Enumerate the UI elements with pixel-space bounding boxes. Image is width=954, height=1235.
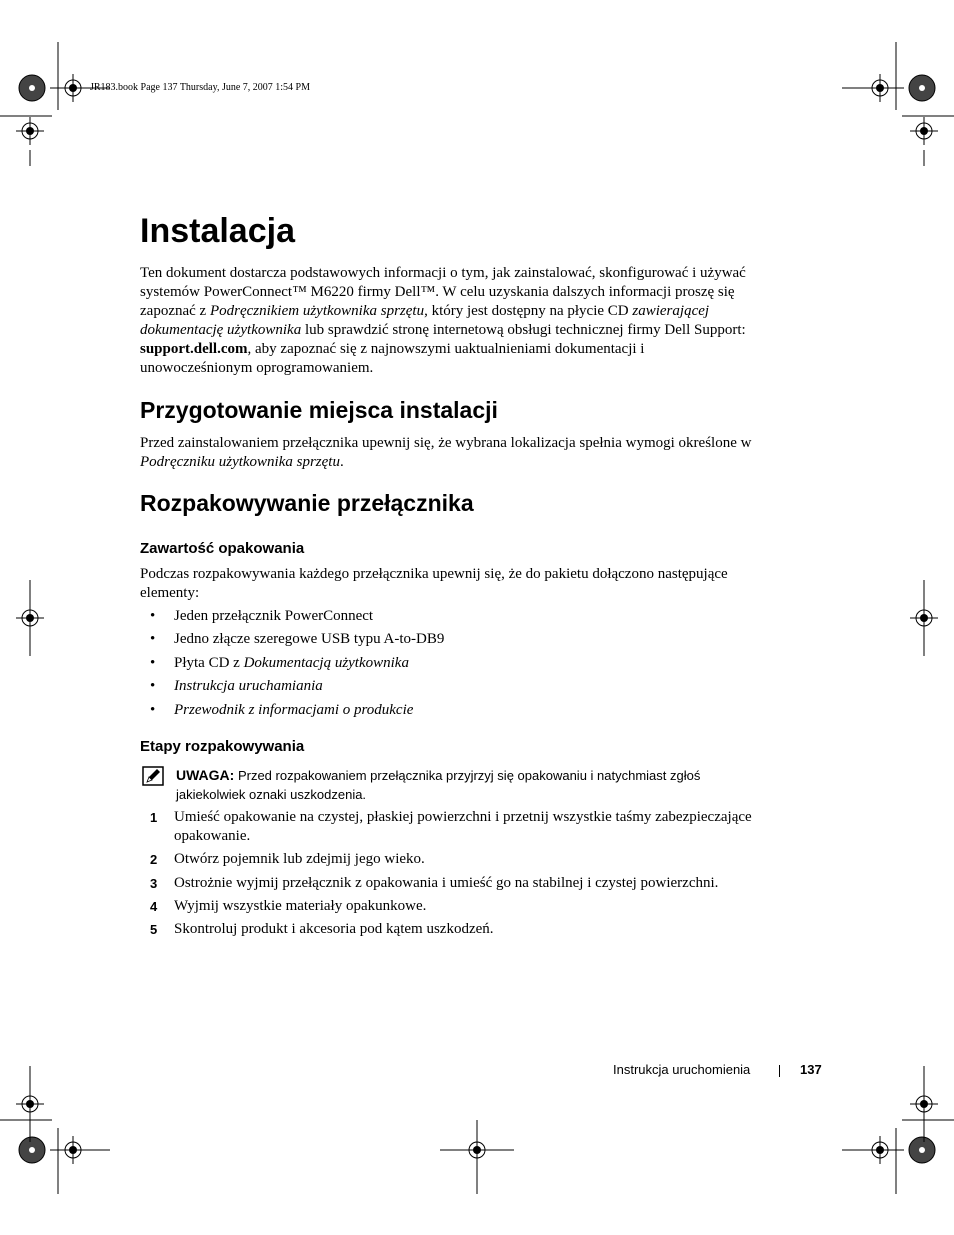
list-item: • Płyta CD z Dokumentacją użytkownika bbox=[150, 655, 409, 671]
subheading-unpacking-steps: Etapy rozpakowywania bbox=[140, 738, 305, 755]
registration-star-icon bbox=[19, 1137, 45, 1163]
note-label: UWAGA: bbox=[176, 767, 235, 783]
note-block bbox=[140, 766, 760, 804]
intro-paragraph: Ten dokument dostarcza podstawowych informacji o tym, jak zainstalować, skonfigurować i używać systemów PowerConnect™ M6220 firmy Dell™. W celu uzyskania dalszych informacji proszę się zapoznać z Podręcznikiem użytkownika sprzętu, który jest dostępny na płycie CD zawierającej dokumentację użytkownika lub sprawdzić stronę internetową obsługi technicznej firmy Dell Support: support.dell.com, aby zapoznać się z najnowszymi uaktualnieniami dokumentacji i unowocześnionym oprogramowaniem. bbox=[140, 265, 746, 376]
step-item: 1 Umieść opakowanie na czystej, płaskiej powierzchni i przetnij wszystkie taśmy zabezpieczające opakowanie. bbox=[150, 809, 752, 844]
print-slug: JR183.book Page 137 Thursday, June 7, 2007 1:54 PM bbox=[90, 82, 310, 93]
footer-divider bbox=[779, 1065, 780, 1077]
subheading-package-contents: Zawartość opakowania bbox=[140, 540, 305, 557]
page-title: Instalacja bbox=[140, 212, 295, 250]
list-item: • Jeden przełącznik PowerConnect bbox=[150, 608, 374, 624]
site-prep-paragraph: Przed zainstalowaniem przełącznika upewnij się, że wybrana lokalizacja spełnia wymogi określone w Podręczniku użytkownika sprzętu. bbox=[140, 435, 752, 470]
registration-star-icon bbox=[909, 75, 935, 101]
section-heading-unpacking: Rozpakowywanie przełącznika bbox=[140, 490, 474, 516]
list-item: • Przewodnik z informacjami o produkcie bbox=[150, 702, 414, 718]
page-number: 137 bbox=[800, 1062, 822, 1077]
step-item: 5 Skontroluj produkt i akcesoria pod kątem uszkodzeń. bbox=[150, 921, 494, 937]
step-item: 4 Wyjmij wszystkie materiały opakunkowe. bbox=[150, 898, 427, 914]
section-heading-site-prep: Przygotowanie miejsca instalacji bbox=[140, 397, 498, 423]
crosshair-icon bbox=[910, 117, 938, 145]
crosshair-icon bbox=[16, 117, 44, 145]
package-contents-paragraph: Podczas rozpakowywania każdego przełącznika upewnij się, że do pakietu dołączono następujące elementy: bbox=[140, 566, 728, 601]
registration-star-icon bbox=[19, 75, 45, 101]
footer-doc-title: Instrukcja uruchomienia bbox=[613, 1062, 751, 1077]
note-pencil-icon bbox=[142, 766, 164, 786]
note-text: Przed rozpakowaniem przełącznika przyjrzyj się opakowaniu i natychmiast zgłoś jakiekolwiek oznaki uszkodzenia. bbox=[176, 768, 701, 802]
step-item: 2 Otwórz pojemnik lub zdejmij jego wieko. bbox=[150, 851, 425, 867]
registration-star-icon bbox=[909, 1137, 935, 1163]
step-item: 3 Ostrożnie wyjmij przełącznik z opakowania i umieść go na stabilnej i czystej powierzchni. bbox=[150, 875, 719, 891]
list-item: • Instrukcja uruchamiania bbox=[150, 678, 323, 694]
list-item: • Jedno złącze szeregowe USB typu A-to-DB9 bbox=[150, 631, 445, 647]
